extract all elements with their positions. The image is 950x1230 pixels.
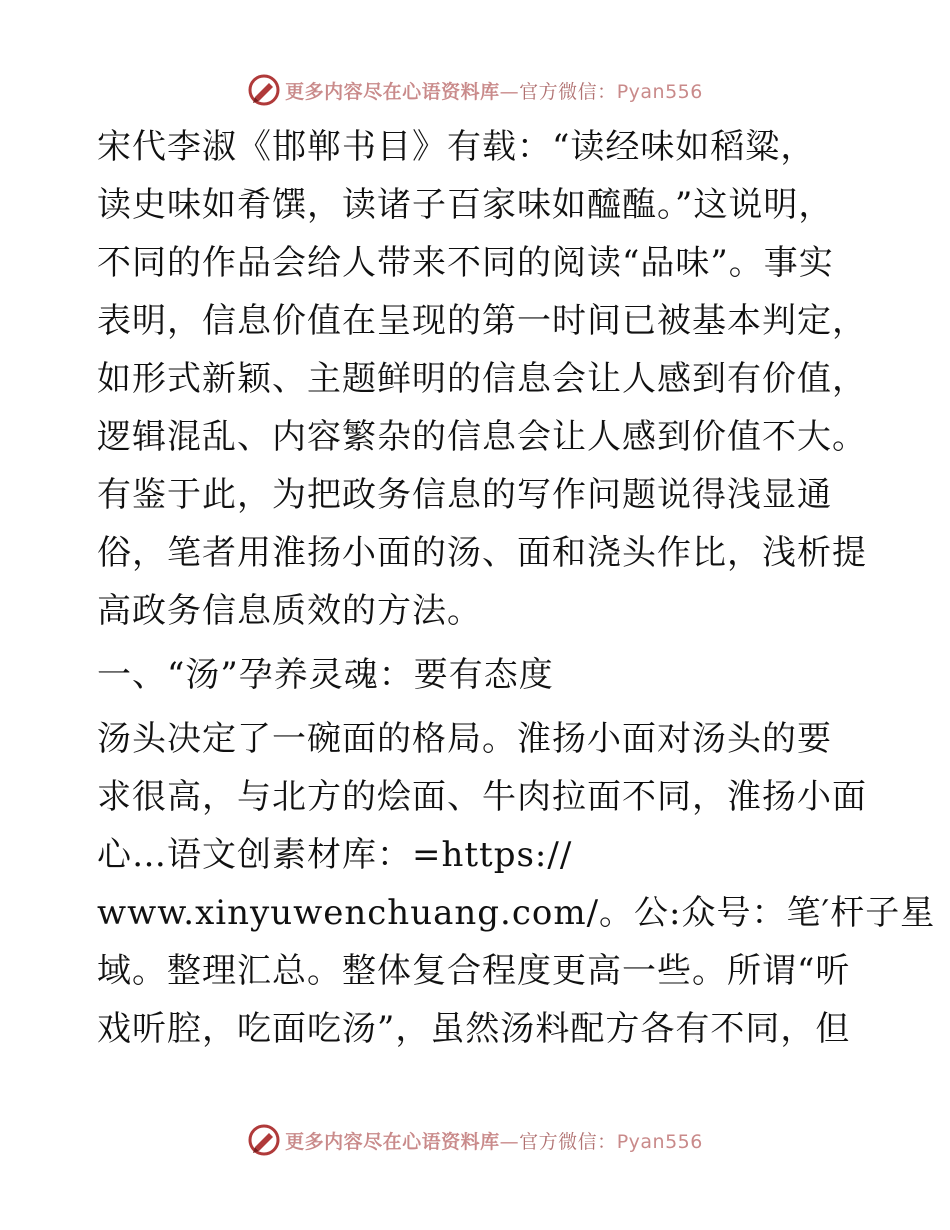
text-line: 戏听腔，吃面吃汤”，虽然汤料配方各有不同，但 [97,1009,851,1049]
text-line: 有鉴于此，为把政务信息的写作问题说得浅显通 [97,475,832,515]
watermark-text: 更多内容尽在心语资料库—官方微信：Pyan556 [285,80,703,103]
text-line: 高政务信息质效的方法。 [97,591,482,631]
text-line: 如形式新颖、主题鲜明的信息会让人感到有价值， [97,359,867,399]
text-line: 表明，信息价值在呈现的第一时间已被基本判定， [97,301,867,341]
text-line: 求很高，与北方的烩面、牛肉拉面不同，淮扬小面 [97,777,867,817]
text-line: 读史味如肴馔，读诸子百家味如醯醢。”这说明， [97,185,834,225]
text-line: 宋代李淑《邯郸书目》有载：“读经味如稻粱， [97,127,816,167]
pen-logo-icon [247,1123,281,1157]
text-line: 逻辑混乱、内容繁杂的信息会让人感到价值不大。 [97,417,867,457]
text-line: 域。整理汇总。整体复合程度更高一些。所谓“听 [97,951,851,991]
section-heading: 一、“汤”孕养灵魂：要有态度 [97,655,554,695]
document-body [97,118,936,1058]
text-line: 俗，笔者用淮扬小面的汤、面和浇头作比，浅析提 [97,533,867,573]
watermark-header [0,70,950,110]
text-line: 心…语文创素材库：=https:// [97,835,573,875]
text-line: 不同的作品会给人带来不同的阅读“品味”。事实 [97,243,834,283]
watermark-text: 更多内容尽在心语资料库—官方微信：Pyan556 [285,1130,703,1153]
text-line: 汤头决定了一碗面的格局。淮扬小面对汤头的要 [97,719,832,759]
watermark-footer [0,1120,950,1160]
text-line: www.xinyuwenchuang.com/。公:众号：笔′杆子星 [97,893,936,933]
pen-logo-icon [247,73,281,107]
